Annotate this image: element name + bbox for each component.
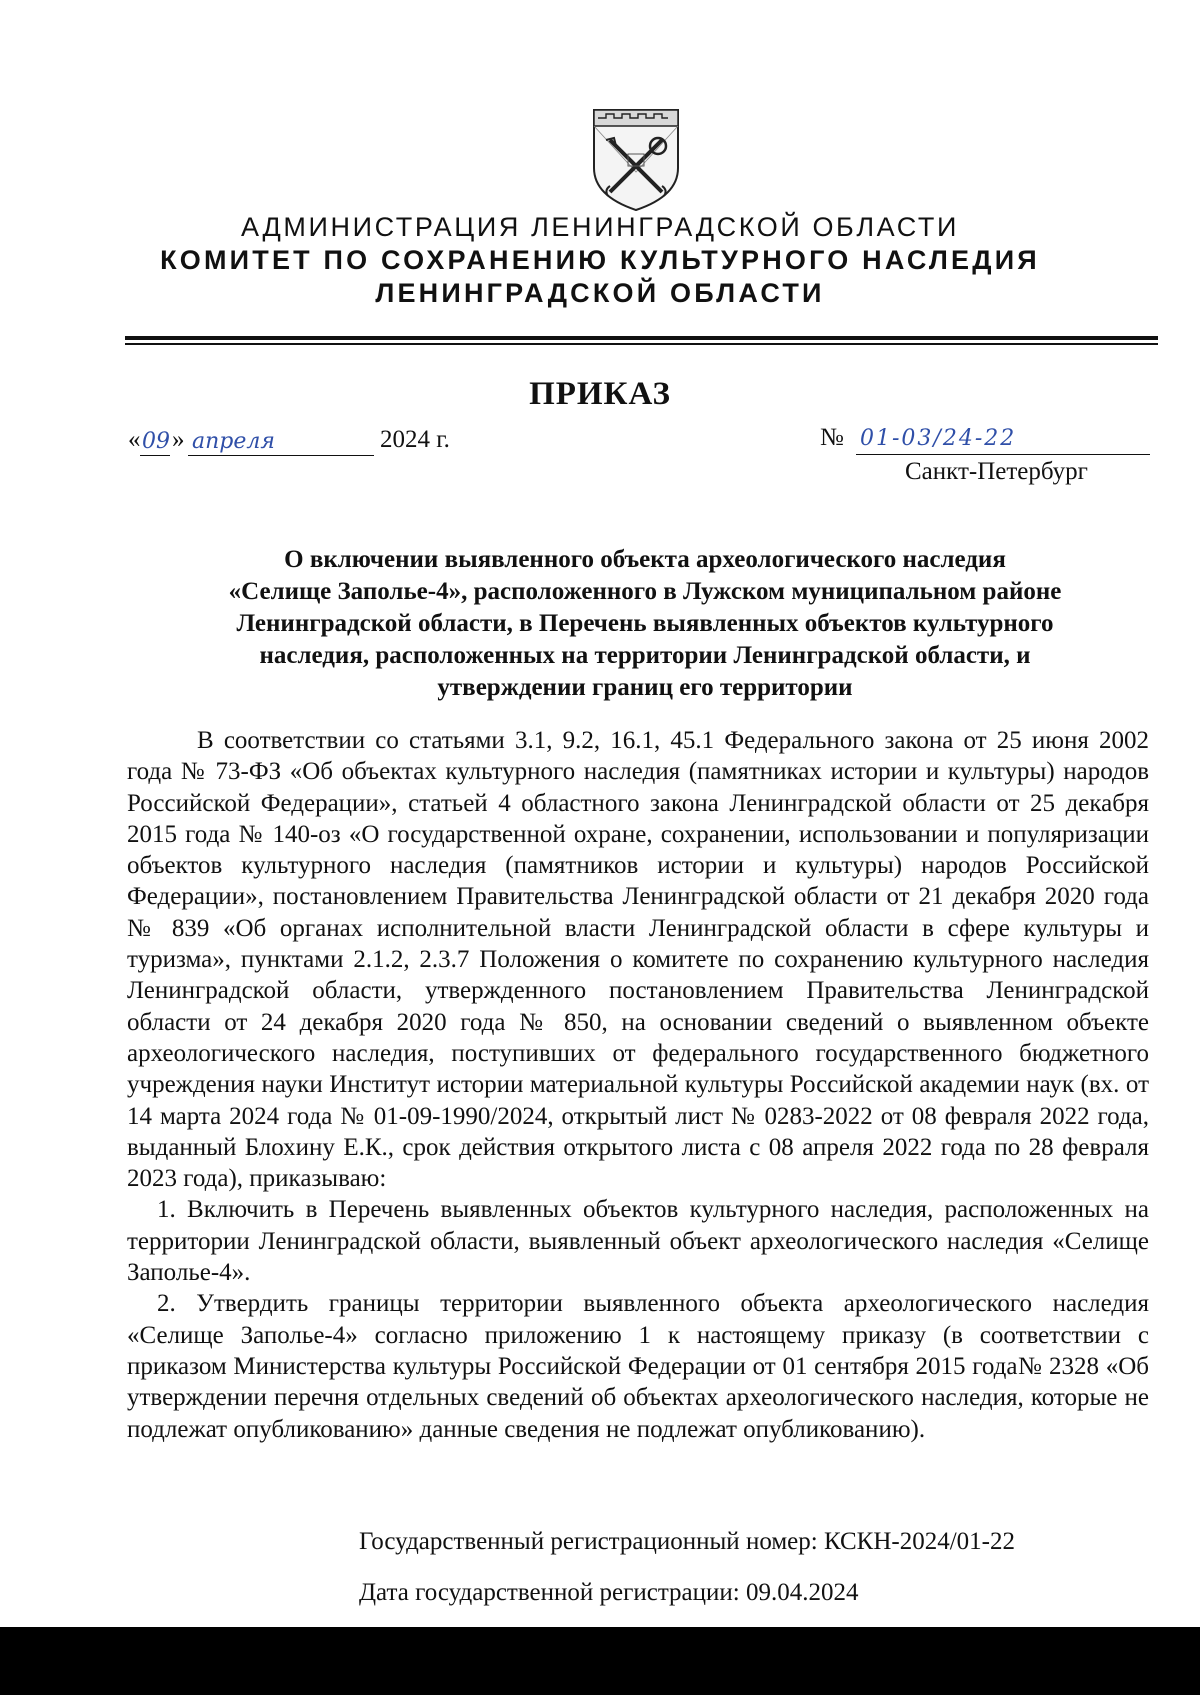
registration-date: Дата государственной регистрации: 09.04.2024	[359, 1579, 859, 1606]
subject-line: Ленинградской области, в Перечень выявленных объектов культурного	[236, 610, 1054, 637]
header-divider-thick	[125, 336, 1158, 340]
preamble-paragraph: В соответствии со статьями 3.1, 9.2, 16.1, 45.1 Федерального закона от 25 июня 2002 года № 73-ФЗ «Об объектах культурного наследия (памятниках истории и культуры) народов Российской Федерации», статьей 4 областного закона Ленинградской области от 25 декабря 2015 года № 140-оз «О государственной охране, сохранении, использовании и популяризации объектов культурного наследия (памятников истории и культуры) народов Российской Федерации», постановлением Правительства Ленинградской области от 21 декабря 2020 года № 839 «Об органах исполнительной власти Ленинградской области в сфере культуры и туризма», пунктами 2.1.2, 2.3.7 Положения о комитете по сохранению культурного наследия Ленинградской области, утвержденного постановлением Правительства Ленинградской области от 24 декабря 2020 года № 850, на основании сведений о выявленном объекте археологического наследия, поступивших от федерального государственного бюджетного учреждения науки Институт истории материальной культуры Российской академии наук (вх. от 14 марта 2024 года № 01-09-1990/2024, открытый лист № 0283-2022 от 08 февраля 2022 года, выданный Блохину Е.К., срок действия открытого листа с 08 апреля 2022 года по 28 февраля 2023 года), приказываю:	[127, 727, 1149, 1193]
date-open-quote: «	[128, 426, 141, 453]
city: Санкт-Петербург	[905, 458, 1088, 485]
subject-line: О включении выявленного объекта археологического наследия	[284, 546, 1006, 573]
org-line-committee: КОМИТЕТ ПО СОХРАНЕНИЮ КУЛЬТУРНОГО НАСЛЕДИЯ	[160, 245, 1040, 275]
item-1-paragraph: 1. Включить в Перечень выявленных объектов культурного наследия, расположенных на территории Ленинградской области, выявленный объект археологического наследия «Селище Заполье-4».	[127, 1196, 1149, 1287]
order-body	[127, 725, 1149, 1445]
date-month: апреля	[192, 429, 275, 454]
org-line-administration: АДМИНИСТРАЦИЯ ЛЕНИНГРАДСКОЙ ОБЛАСТИ	[240, 212, 959, 242]
number-value: 01-03/24-22	[860, 426, 1017, 451]
number-underline	[856, 454, 1150, 455]
header-divider-thin	[125, 343, 1158, 345]
subject-line: наследия, расположенных на территории Ленинградской области, и	[259, 642, 1031, 669]
registration-number: Государственный регистрационный номер: КСКН-2024/01-22	[359, 1528, 1016, 1555]
document-title: ПРИКАЗ	[529, 376, 671, 412]
number-prefix: №	[820, 424, 844, 451]
date-year: 2024 г.	[380, 426, 450, 453]
date-day-underline	[140, 455, 170, 456]
date-close-quote: »	[172, 426, 185, 453]
coat-of-arms-icon	[588, 106, 684, 212]
item-2-paragraph: 2. Утвердить границы территории выявленного объекта археологического наследия «Селище Заполье-4» согласно приложению 1 к настоящему приказу (в соответствии с приказом Министерства культуры Российской Федерации от 01 сентября 2015 года№ 2328 «Об утверждении перечня отдельных сведений об объектах археологического наследия, которые не подлежат опубликованию» данные сведения не подлежат опубликованию).	[127, 1290, 1149, 1443]
order-number	[820, 424, 1150, 458]
subject-line: «Селище Заполье-4», расположенного в Лужском муниципальном районе	[228, 578, 1062, 605]
org-line-region: ЛЕНИНГРАДСКОЙ ОБЛАСТИ	[375, 278, 825, 308]
subject-line: утверждении границ его территории	[437, 674, 853, 701]
order-date	[128, 426, 548, 460]
date-day: 09	[142, 429, 170, 454]
date-month-underline	[188, 455, 374, 456]
scan-bottom-edge	[0, 1627, 1200, 1695]
order-subject	[130, 544, 1160, 704]
